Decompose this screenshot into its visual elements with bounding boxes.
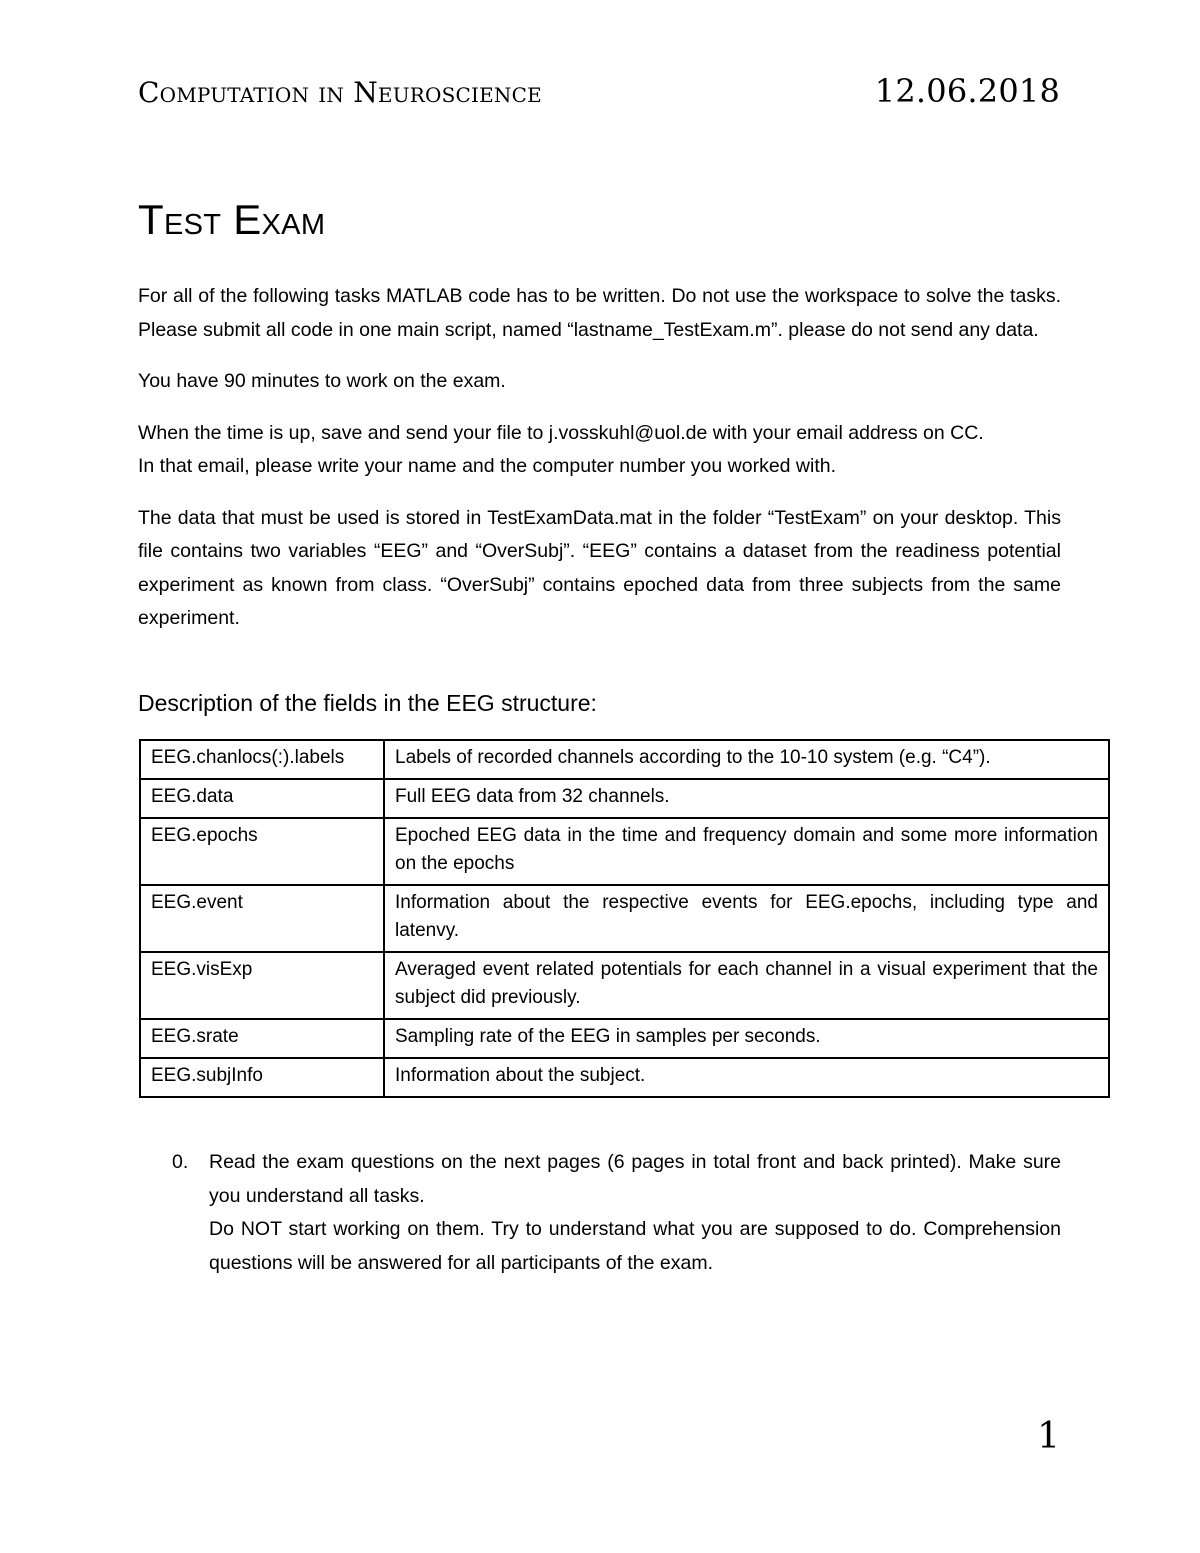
intro-paragraph-submission	[138, 417, 1061, 484]
field-description-cell: Labels of recorded channels according to the 10-10 system (e.g. “C4”).	[384, 740, 1109, 779]
eeg-fields-table	[139, 739, 1110, 1098]
field-name-cell: EEG.data	[140, 779, 384, 818]
table-row	[140, 952, 1109, 1019]
header-course-title: Computation in Neuroscience	[138, 76, 542, 109]
intro-paragraph-data: The data that must be used is stored in TestExamData.mat in the folder “TestExam” on your desktop. This file contains two variables “EEG” and “OverSubj”. “EEG” contains a dataset from the readiness potential experiment as known from class. “OverSubj” contains epoched data from three subjects from the same experiment.	[138, 506, 1061, 629]
field-name-cell: EEG.visExp	[140, 952, 384, 1019]
field-description-cell: Information about the subject.	[384, 1058, 1109, 1097]
task-note: Do NOT start working on them. Try to understand what you are supposed to do. Comprehension questions will be answered for all participants of the exam.	[209, 1218, 1061, 1274]
table-row	[140, 740, 1109, 779]
table-row	[140, 885, 1109, 952]
field-description-cell: Full EEG data from 32 channels.	[384, 779, 1109, 818]
field-description-cell: Averaged event related potentials for each channel in a visual experiment that the subject did previously.	[384, 952, 1109, 1019]
field-description-cell: Sampling rate of the EEG in samples per seconds.	[384, 1019, 1109, 1058]
task-list	[172, 1146, 1061, 1280]
fields-section-heading: Description of the fields in the EEG structure:	[138, 690, 597, 716]
header-date: 12.06.2018	[874, 72, 1060, 110]
submission-line-2: In that email, please write your name and the computer number you worked with.	[138, 455, 837, 477]
field-name-cell: EEG.epochs	[140, 818, 384, 885]
field-description-cell: Epoched EEG data in the time and frequency domain and some more information on the epochs	[384, 818, 1109, 885]
intro-paragraph-instructions: For all of the following tasks MATLAB code has to be written. Do not use the workspace to solve the tasks. Please submit all code in one main script, named “lastname_TestExam.m”. please do not send any data.	[138, 285, 1061, 341]
field-name-cell: EEG.event	[140, 885, 384, 952]
submission-line-1: When the time is up, save and send your file to j.vosskuhl@uol.de with your email address on CC.	[138, 421, 984, 444]
task-instruction: Read the exam questions on the next pages (6 pages in total front and back printed). Make sure you understand all tasks.	[209, 1151, 1061, 1207]
task-number: 0.	[172, 1151, 189, 1173]
table-row	[140, 779, 1109, 818]
table-row	[140, 818, 1109, 885]
page-header	[138, 72, 1060, 116]
table-row	[140, 1058, 1109, 1097]
field-name-cell: EEG.srate	[140, 1019, 384, 1058]
field-name-cell: EEG.subjInfo	[140, 1058, 384, 1097]
field-name-cell: EEG.chanlocs(:).labels	[140, 740, 384, 779]
field-description-cell: Information about the respective events for EEG.epochs, including type and latenvy.	[384, 885, 1109, 952]
intro-text	[138, 280, 1061, 654]
intro-paragraph-time-limit: You have 90 minutes to work on the exam.	[138, 370, 506, 392]
document-title: Test Exam	[138, 196, 326, 243]
list-item	[172, 1146, 1061, 1280]
task-text	[209, 1146, 1061, 1280]
table-row	[140, 1019, 1109, 1058]
page-number: 1	[1037, 1416, 1060, 1457]
